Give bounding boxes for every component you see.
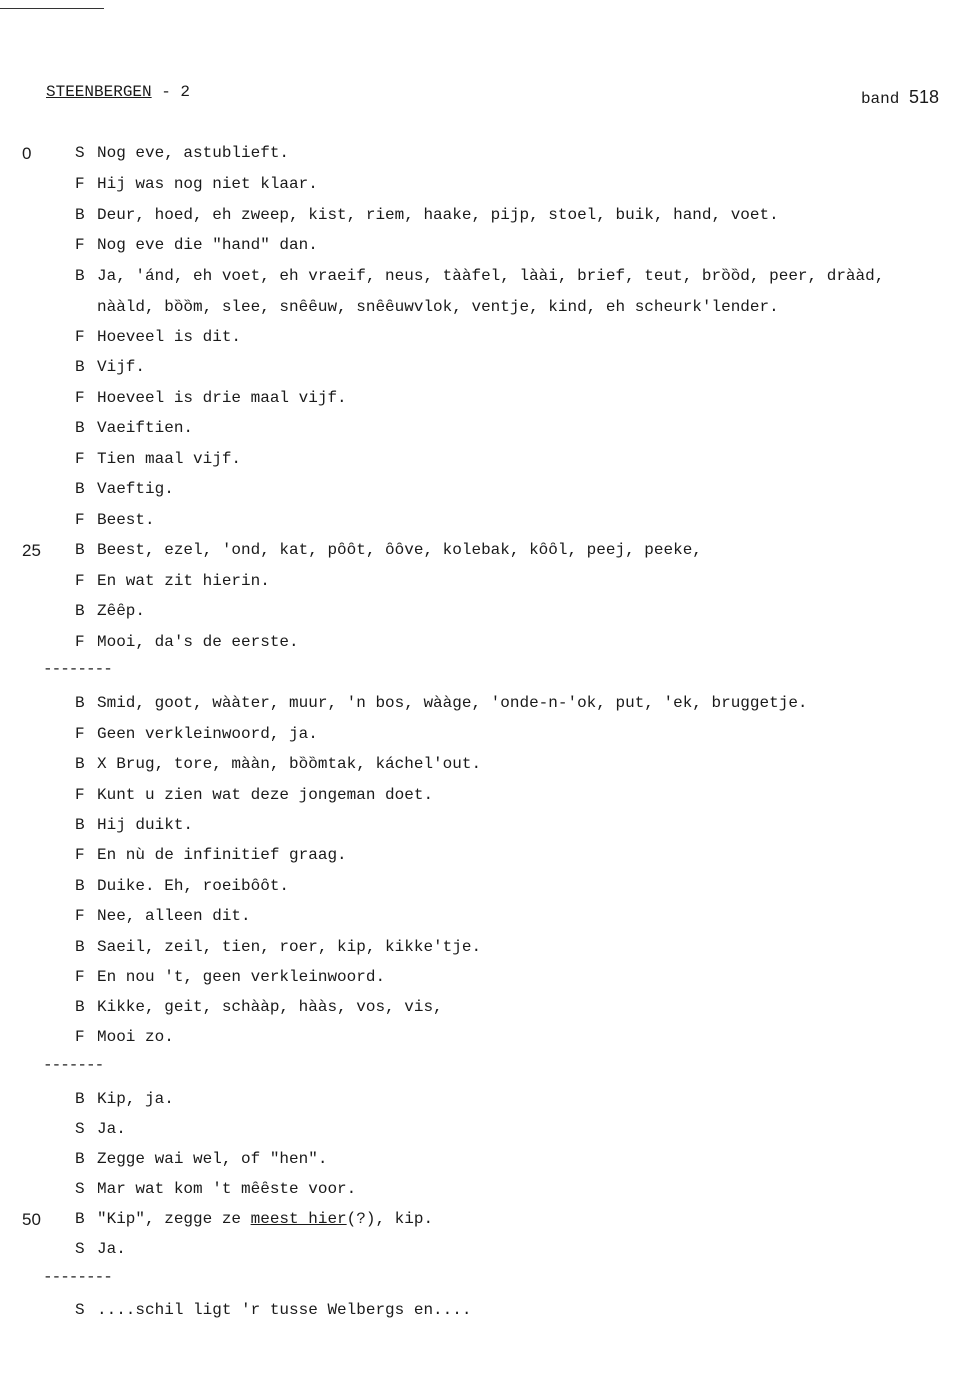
speaker-label: B (75, 267, 85, 285)
title-suffix: - 2 (151, 83, 191, 101)
utterance-text: nààld, bȍȍm, slee, snȇȇuw, snȇȇuwvlok, ventje, kind, eh scheurk'lender. (97, 298, 779, 316)
speaker-label: S (75, 1301, 85, 1319)
speaker-label: B (75, 998, 85, 1016)
utterance-text: Nog eve, astublieft. (97, 144, 290, 162)
speaker-label: B (75, 755, 85, 773)
utterance-text: Smid, goot, wààter, muur, 'n bos, wààge, 'onde-n-'ok, put, 'ek, bruggetje. (97, 694, 808, 712)
section-separator: -------- (43, 660, 112, 678)
speaker-label: B (75, 1210, 85, 1228)
utterance-text: Beest. (97, 511, 155, 529)
band-label: band (860, 90, 909, 108)
speaker-label: B (75, 938, 85, 956)
speaker-label: B (75, 419, 85, 437)
utterance-text: Zȇȇp. (97, 602, 146, 620)
utterance-text: Ja. (97, 1120, 126, 1138)
utterance-text: Vaeftig. (97, 480, 174, 498)
speaker-label: B (75, 1090, 85, 1108)
speaker-label: F (75, 175, 85, 193)
utterance-text: Ja. (97, 1240, 126, 1258)
utterance-text: Vaeiftien. (97, 419, 194, 437)
utterance-text: Hij was nog niet klaar. (97, 175, 318, 193)
section-separator: ------- (43, 1056, 104, 1074)
utterance-text: X Brug, tore, mààn, bȍȍmtak, káchel'out. (97, 755, 482, 773)
speaker-label: F (75, 968, 85, 986)
speaker-label: F (75, 786, 85, 804)
speaker-label: F (75, 633, 85, 651)
speaker-label: B (75, 816, 85, 834)
section-separator: -------- (43, 1268, 112, 1286)
speaker-label: F (75, 389, 85, 407)
line-number: 0 (22, 144, 32, 163)
utterance-text: Nog eve die "hand" dan. (97, 236, 318, 254)
speaker-label: S (75, 1120, 85, 1138)
speaker-label: B (75, 602, 85, 620)
utterance-text: Saeil, zeil, tien, roer, kip, kikke'tje. (97, 938, 482, 956)
utterance-text: Hoeveel is drie maal vijf. (97, 389, 347, 407)
speaker-label: B (75, 1150, 85, 1168)
utterance-text: Mar wat kom 't mȇȇste voor. (97, 1180, 357, 1198)
speaker-label: B (75, 541, 85, 559)
utterance-text: Ja, 'ánd, eh voet, eh vraeif, neus, tààfel, làài, brief, teut, brȍȍd, peer, drààd, (97, 267, 885, 285)
utterance-text: Duike. Eh, roeibȏȏt. (97, 877, 290, 895)
speaker-label: F (75, 328, 85, 346)
band-value: 518 (908, 87, 939, 107)
utterance-text: Kikke, geit, schààp, hààs, vos, vis, (97, 998, 443, 1016)
utterance-text: Geen verkleinwoord, ja. (97, 725, 318, 743)
speaker-label: B (75, 206, 85, 224)
utterance-text: Beest, ezel, 'ond, kat, pȏȏt, ȏȏve, kolebak, kȏȏl, peej, peeke, (97, 541, 702, 559)
utterance-text: Mooi, da's de eerste. (97, 633, 299, 651)
title-location: STEENBERGEN (46, 83, 152, 101)
speaker-label: F (75, 1028, 85, 1046)
utterance-text: Kunt u zien wat deze jongeman doet. (97, 786, 434, 804)
utterance-text: En nou 't, geen verkleinwoord. (97, 968, 386, 986)
utterance-text: Hij duikt. (97, 816, 194, 834)
utterance-text: Vijf. (97, 358, 146, 376)
top-rule (0, 8, 104, 9)
speaker-label: F (75, 907, 85, 925)
utterance-text: "Kip", zegge ze meest hier(?), kip. (97, 1210, 434, 1228)
speaker-label: S (75, 1240, 85, 1258)
speaker-label: F (75, 511, 85, 529)
utterance-text: Nee, alleen dit. (97, 907, 251, 925)
line-number: 50 (22, 1210, 41, 1229)
line-number: 25 (22, 541, 41, 560)
speaker-label: B (75, 358, 85, 376)
utterance-text: En wat zit hierin. (97, 572, 270, 590)
utterance-text: Kip, ja. (97, 1090, 174, 1108)
utterance-text: Hoeveel is dit. (97, 328, 242, 346)
utterance-text: Tien maal vijf. (97, 450, 242, 468)
speaker-label: S (75, 144, 85, 162)
speaker-label: F (75, 725, 85, 743)
utterance-text: Zegge wai wel, of "hen". (97, 1150, 328, 1168)
speaker-label: F (75, 846, 85, 864)
speaker-label: B (75, 694, 85, 712)
speaker-label: B (75, 877, 85, 895)
speaker-label: B (75, 480, 85, 498)
underlined-phrase: meest hier (250, 1210, 347, 1228)
band-number (861, 87, 939, 108)
utterance-text: Mooi zo. (97, 1028, 174, 1046)
speaker-label: F (75, 236, 85, 254)
page-title (46, 83, 190, 101)
utterance-text: En nù de infinitief graag. (97, 846, 347, 864)
speaker-label: S (75, 1180, 85, 1198)
speaker-label: F (75, 450, 85, 468)
utterance-text: ....schil ligt 'r tusse Welbergs en.... (97, 1301, 472, 1319)
utterance-text: Deur, hoed, eh zweep, kist, riem, haake, pijp, stoel, buik, hand, voet. (97, 206, 779, 224)
speaker-label: F (75, 572, 85, 590)
